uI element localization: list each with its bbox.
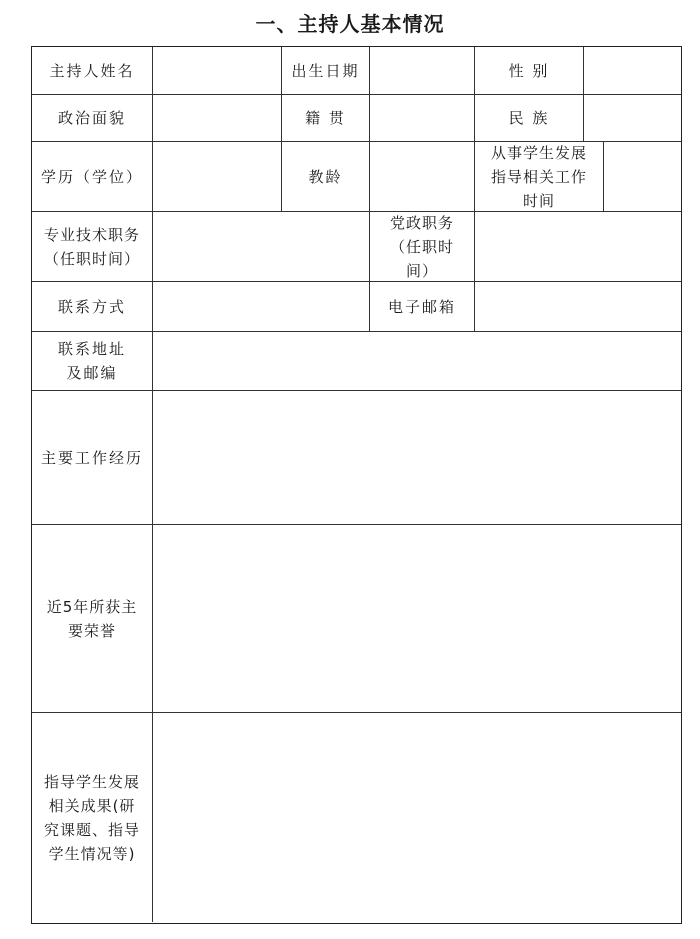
field-host-name[interactable] <box>153 47 282 95</box>
label-party-position: 党政职务 （任职时 间） <box>370 212 475 282</box>
field-ethnicity[interactable] <box>584 95 681 142</box>
field-birth-date[interactable] <box>370 47 475 95</box>
label-education: 学历（学位） <box>32 142 153 212</box>
label-honors: 近5年所获主 要荣誉 <box>32 525 153 713</box>
label-address: 联系地址 及邮编 <box>32 332 153 391</box>
label-native-place: 籍 贯 <box>282 95 370 142</box>
field-professional-title[interactable] <box>153 212 370 282</box>
label-professional-title: 专业技术职务 （任职时间） <box>32 212 153 282</box>
field-email[interactable] <box>475 282 681 332</box>
label-birth-date: 出生日期 <box>282 47 370 95</box>
host-info-form <box>31 46 682 924</box>
field-honors[interactable] <box>153 525 681 713</box>
field-teaching-years[interactable] <box>370 142 475 212</box>
page-title: 一、主持人基本情况 <box>255 12 445 36</box>
label-host-name: 主持人姓名 <box>32 47 153 95</box>
label-email: 电子邮箱 <box>370 282 475 332</box>
label-contact: 联系方式 <box>32 282 153 332</box>
label-achievements: 指导学生发展 相关成果(研 究课题、指导 学生情况等) <box>32 713 153 922</box>
field-work-experience[interactable] <box>153 391 681 525</box>
label-teaching-years: 教龄 <box>282 142 370 212</box>
label-work-experience: 主要工作经历 <box>32 391 153 525</box>
label-ethnicity: 民 族 <box>475 95 584 142</box>
field-native-place[interactable] <box>370 95 475 142</box>
label-guidance-time: 从事学生发展 指导相关工作 时间 <box>475 142 604 212</box>
field-contact[interactable] <box>153 282 370 332</box>
field-address[interactable] <box>153 332 681 391</box>
label-gender: 性 别 <box>475 47 584 95</box>
field-achievements[interactable] <box>153 713 681 922</box>
field-education[interactable] <box>153 142 282 212</box>
label-political-status: 政治面貌 <box>32 95 153 142</box>
field-guidance-time[interactable] <box>604 142 681 212</box>
field-political-status[interactable] <box>153 95 282 142</box>
field-party-position[interactable] <box>475 212 681 282</box>
field-gender[interactable] <box>584 47 681 95</box>
